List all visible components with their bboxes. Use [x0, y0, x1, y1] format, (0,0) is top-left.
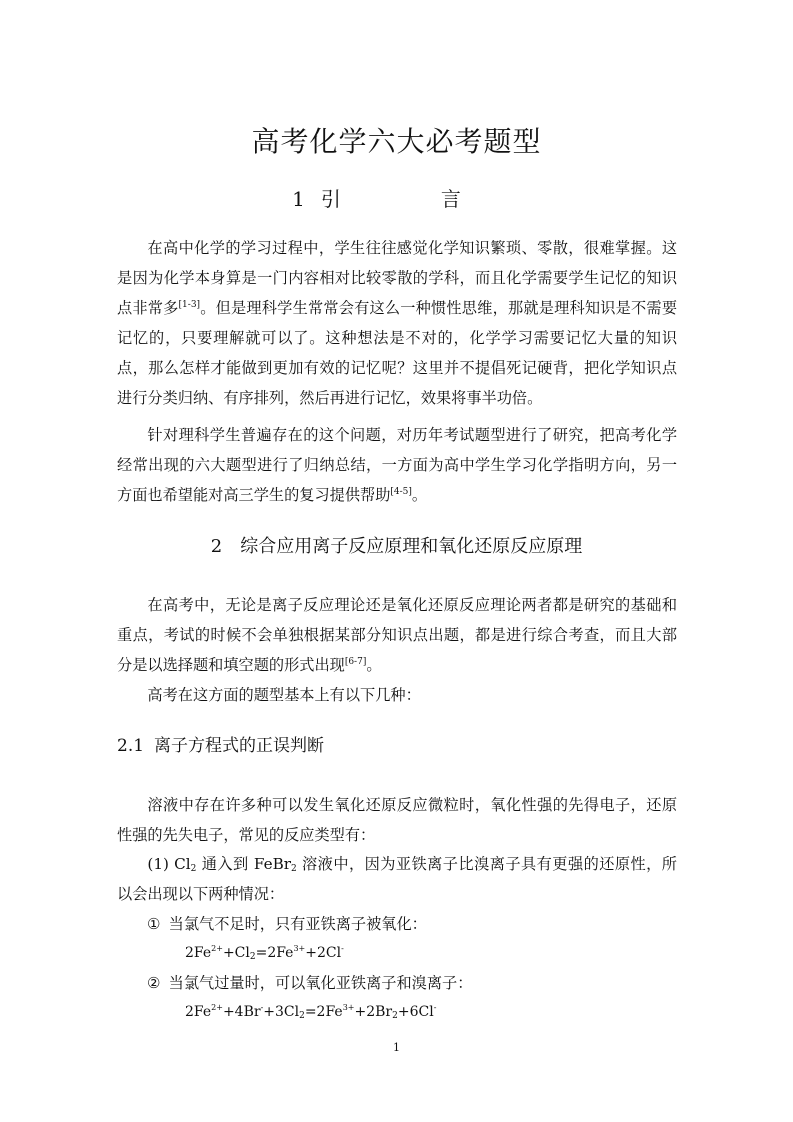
- eq1-part-c: =2Fe: [255, 945, 294, 961]
- eq1-part-b: +Cl: [222, 945, 250, 961]
- list-marker-1: ①: [147, 915, 161, 933]
- page-number: 1: [393, 1041, 400, 1054]
- section-2-1-number: 2.1: [117, 736, 145, 756]
- section-2-number: 2: [210, 536, 223, 557]
- section-2-heading: [0, 533, 793, 561]
- eq1-sup-a: 2+: [211, 944, 223, 953]
- intro-paragraph-1-text-a: 在高中化学的学习过程中，学生往往感觉化学知识繁琐、零散，很难掌握。这是因为化学本身算是一门内容相对比较零散的学科，而且化学需要学生记忆的知识点非常多: [117, 239, 677, 317]
- section-2-paragraph-2: 高考在这方面的题型基本上有以下几种：: [147, 686, 421, 704]
- eq2-part-e: +2Br: [354, 1004, 393, 1020]
- intro-paragraph-2: [117, 420, 677, 510]
- cl2-subscript: 2: [190, 864, 197, 874]
- eq1-part-d: +2Cl: [305, 945, 342, 961]
- febr2-subscript: 2: [291, 864, 297, 874]
- eq2-sup-a: 2+: [211, 1003, 223, 1012]
- eq2-part-b: +4Br: [222, 1004, 261, 1020]
- document-title: 高考化学六大必考题型: [251, 125, 542, 158]
- equation-2: [185, 998, 436, 1026]
- eq1-part-a: 2Fe: [185, 945, 212, 961]
- cl2-prefix: (1) Cl: [147, 855, 191, 873]
- citation-6-7: [6-7]: [344, 657, 367, 667]
- list-item-1-text: 当氯气不足时，只有亚铁离子被氧化：: [168, 915, 427, 933]
- list-item-1: [147, 909, 427, 939]
- list-item-2: [147, 968, 472, 998]
- citation-4-5: [4-5]: [390, 487, 412, 497]
- equation-1: [185, 939, 344, 967]
- intro-paragraph-2-text: 针对理科学生普遍存在的这个问题，对历年考试题型进行了研究，把高考化学经常出现的六大题型进行了归纳总结，一方面为高中学生学习化学指明方向，另一方面也希望能对高三学生的复习提供帮助: [117, 426, 677, 504]
- eq2-part-a: 2Fe: [185, 1004, 212, 1020]
- eq2-sub-c: 2: [299, 1011, 305, 1021]
- section-1-number: 1: [292, 187, 305, 211]
- eq2-part-d: =2Fe: [304, 1004, 343, 1020]
- eq2-sup-b: -: [260, 1003, 264, 1012]
- intro-paragraph-1-text-b: 。但是理科学生常常会有这么一种惯性思维，那就是理科知识是不需要记忆的，只要理解就可以了。这种想法是不对的，化学学习需要记忆大量的知识点，那么怎样才能做到更加有效的记忆呢？这里并不提倡死记硬背，把化学知识点进行分类归纳、有序排列，然后再进行记忆，效果将事半功倍。: [117, 299, 678, 407]
- list-item-2-text: 当氯气过量时，可以氧化亚铁离子和溴离子：: [168, 974, 473, 992]
- section-2-paragraph-1-end: 。: [366, 656, 382, 674]
- intro-paragraph-1: [117, 233, 677, 413]
- citation-1-3: [1-3]: [178, 300, 201, 310]
- eq2-part-f: +6Cl: [397, 1004, 434, 1020]
- section-2-paragraph-1: [117, 590, 677, 680]
- section-2-1-paragraph-1: 溶液中存在许多种可以发生氧化还原反应微粒时，氧化性强的先得电子，还原性强的先失电子，常见的反应类型有：: [117, 796, 677, 844]
- eq2-sup-d: 3+: [342, 1003, 355, 1012]
- section-2-1-heading: [117, 733, 324, 759]
- section-2-paragraph-1-text: 在高考中，无论是离子反应理论还是氧化还原反应理论两者都是研究的基础和重点，考试的时候不会单独根据某部分知识点出题，都是进行综合考查，而且大部分是以选择题和填空题的形式出现: [117, 596, 677, 674]
- eq1-sub-b: 2: [249, 952, 256, 962]
- list-marker-2: ②: [147, 974, 161, 992]
- section-2-title: 综合应用离子反应原理和氧化还原反应原理: [240, 536, 583, 557]
- intro-paragraph-2-end: 。: [411, 486, 428, 504]
- eq2-sub-e: 2: [392, 1011, 398, 1021]
- eq2-part-c: +3Cl: [263, 1004, 300, 1020]
- eq1-sup-d: -: [341, 944, 344, 953]
- febr2-text: 通入到 FeBr: [196, 855, 292, 873]
- section-2-1-title: 离子方程式的正误判断: [154, 736, 325, 756]
- section-1-heading: [0, 185, 793, 213]
- eq2-sup-f: -: [433, 1003, 437, 1012]
- section-2-1-paragraph-2: [117, 849, 677, 909]
- eq1-sup-c: 3+: [293, 944, 306, 953]
- section-1-title: 引 言: [320, 187, 501, 211]
- section-2-1-paragraph-2-rest: 溶液中，因为亚铁离子比溴离子具有更强的还原性，所以会出现以下两种情况：: [117, 855, 677, 903]
